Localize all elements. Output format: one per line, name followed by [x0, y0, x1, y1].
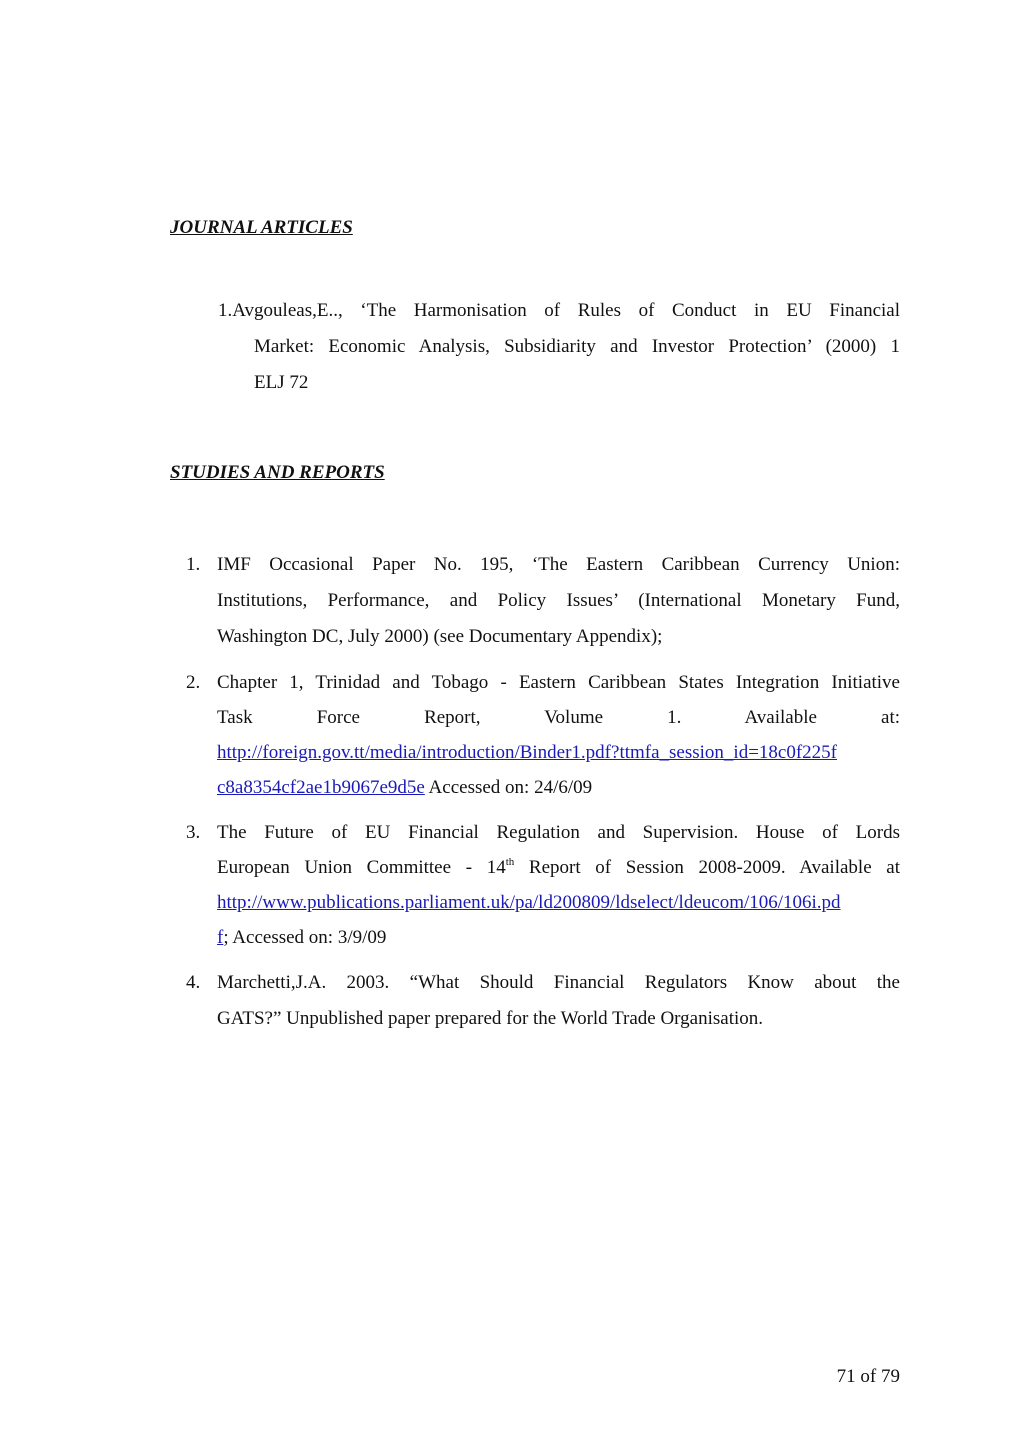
report-number: 1. — [186, 554, 201, 575]
report-url-link-continued[interactable]: f — [217, 927, 224, 948]
report-line: Institutions, Performance, and Policy Issues’ (International Monetary Fund, — [217, 590, 900, 611]
journal-articles-heading: JOURNAL ARTICLES — [170, 217, 353, 238]
report-line: Task Force Report, Volume 1. Available at: — [217, 707, 900, 728]
report-number: 3. — [186, 822, 201, 843]
report-line-text: European Union Committee - 14 — [217, 857, 506, 878]
report-line-text: Report of Session 2008-2009. Available at — [514, 857, 901, 878]
report-url-link[interactable]: http://foreign.gov.tt/media/introduction/Binder1.pdf?ttmfa_session_id=18c0f225f — [217, 742, 838, 763]
journal-article-line-3: ELJ 72 — [254, 372, 309, 393]
studies-and-reports-list — [180, 547, 900, 1037]
ordinal-superscript: th — [505, 856, 515, 868]
studies-and-reports-heading: STUDIES AND REPORTS — [170, 462, 385, 483]
report-line: Chapter 1, Trinidad and Tobago - Eastern Caribbean States Integration Initiative — [217, 672, 900, 693]
report-item-4 — [180, 965, 900, 1037]
report-line: GATS?” Unpublished paper prepared for the World Trade Organisation. — [217, 1008, 764, 1029]
report-number: 4. — [186, 972, 201, 993]
report-link-line — [217, 735, 900, 770]
report-line: Washington DC, July 2000) (see Documentary Appendix); — [217, 626, 663, 647]
report-line: Marchetti,J.A. 2003. “What Should Financial Regulators Know about the — [217, 972, 900, 993]
report-item-1 — [180, 547, 900, 655]
report-item-3 — [180, 815, 900, 955]
accessed-date: ; Accessed on: 3/9/09 — [223, 927, 387, 948]
journal-article-entry — [218, 293, 900, 401]
report-line — [217, 850, 900, 885]
accessed-date: Accessed on: 24/6/09 — [424, 777, 593, 798]
report-number: 2. — [186, 672, 201, 693]
report-line: IMF Occasional Paper No. 195, ‘The Eastern Caribbean Currency Union: — [217, 554, 900, 575]
report-url-link[interactable]: http://www.publications.parliament.uk/pa/ld200809/ldselect/ldeucom/106/106i.pd — [217, 892, 841, 913]
report-item-2 — [180, 665, 900, 805]
report-link-line — [217, 920, 900, 955]
report-link-line — [217, 770, 900, 805]
page-number: 71 of 79 — [836, 1366, 900, 1387]
report-line: The Future of EU Financial Regulation and Supervision. House of Lords — [217, 822, 900, 843]
report-url-link-continued[interactable]: c8a8354cf2ae1b9067e9d5e — [217, 777, 425, 798]
journal-article-line-1: 1.Avgouleas,E.., ‘The Harmonisation of Rules of Conduct in EU Financial — [218, 300, 900, 321]
journal-article-line-2: Market: Economic Analysis, Subsidiarity and Investor Protection’ (2000) 1 — [254, 336, 900, 357]
report-link-line — [217, 885, 900, 920]
